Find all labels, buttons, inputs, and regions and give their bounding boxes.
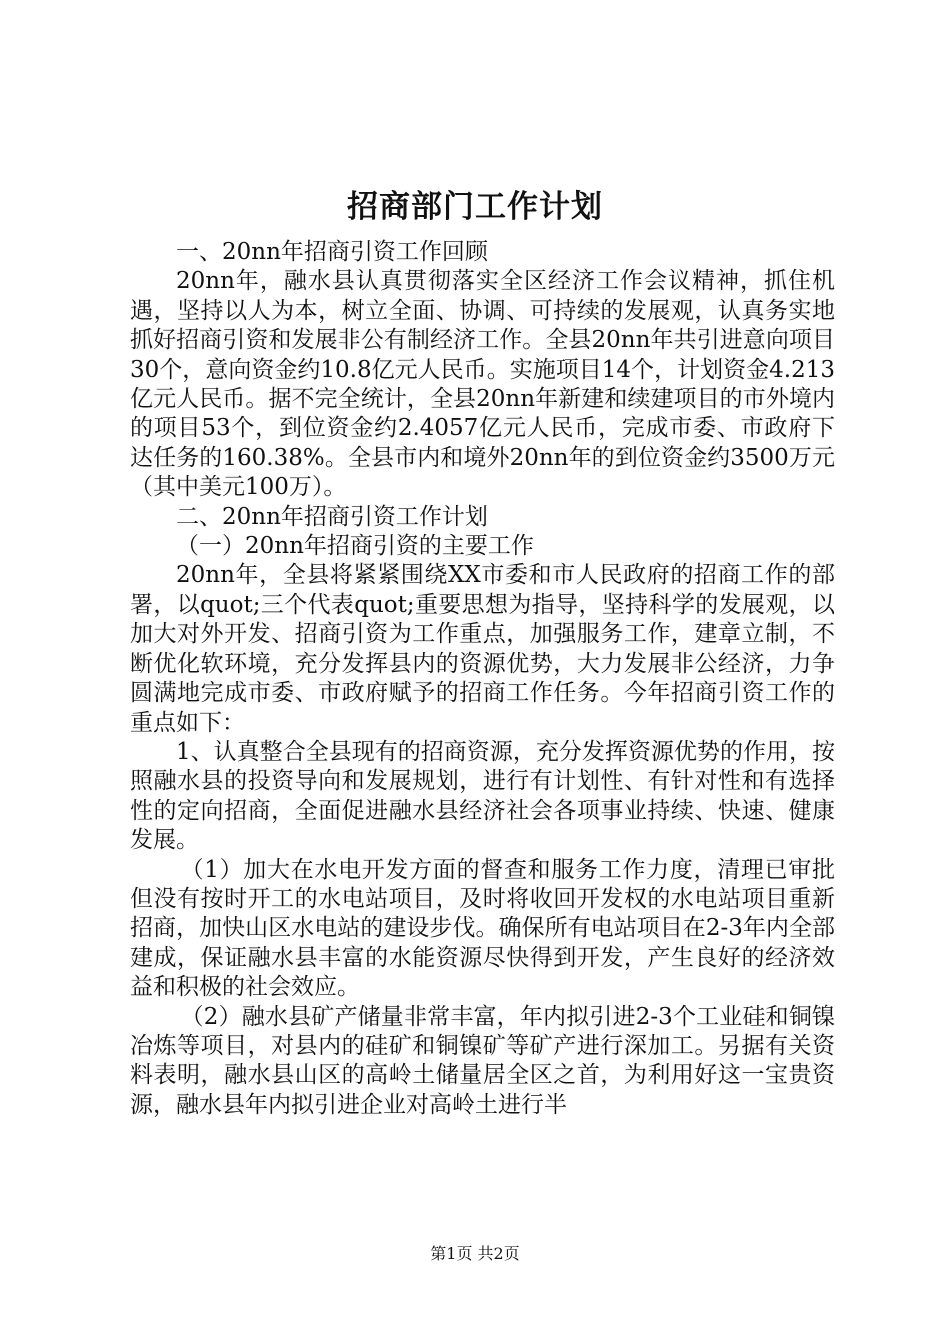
paragraph-item-1: 1、认真整合全县现有的招商资源，充分发挥资源优势的作用，按照融水县的投资导向和发展规划，进行有计划性、有针对性和有选择性的定向招商，全面促进融水县经济社会各项事业持续、快速、健康发展。 [130,738,835,854]
document-title: 招商部门工作计划 [347,189,603,225]
subsection-heading-main-work: （一）20nn年招商引资的主要工作 [176,533,534,560]
document-body [130,238,835,1120]
paragraph-item-1-2: （2）融水县矿产储量非常丰富，年内拟引进2-3个工业硅和铜镍冶炼等项目，对县内的硅矿和铜镍矿等矿产进行深加工。另据有关资料表明，融水县山区的高岭土储量居全区之首，为利用好这一宝贵资源，融水县年内拟引进企业对高岭土进行半 [130,1003,835,1118]
paragraph-main-work: 20nn年，全县将紧紧围绕XX市委和市人民政府的招商工作的部署，以quot;三个代表quot;重要思想为指导，坚持科学的发展观，以加大对外开发、招商引资为工作重点，加强服务工作，建章立制，不断优化软环境，充分发挥县内的资源优势，大力发展非公经济，力争圆满地完成市委、市政府赋予的招商工作任务。今年招商引资工作的重点如下： [130,562,835,736]
page-footer: 第1页 共2页 [430,1244,520,1263]
paragraph-review-summary: 20nn年，融水县认真贯彻落实全区经济工作会议精神，抓住机遇，坚持以人为本，树立全面、协调、可持续的发展观，认真务实地抓好招商引资和发展非公有制经济工作。全县20nn年共引进意向项目30个，意向资金约10.8亿元人民币。实施项目14个，计划资金4.213亿元人民币。据不完全统计，全县20nn年新建和续建项目的市外境内的项目53个，到位资金约2.4057亿元人民币，完成市委、市政府下达任务的160.38%。全县市内和境外20nn年的到位资金约3500万元（其中美元100万）。 [130,268,835,501]
section-heading-plan: 二、20nn年招商引资工作计划 [176,503,488,530]
paragraph-item-1-1: （1）加大在水电开发方面的督查和服务工作力度，清理已审批但没有按时开工的水电站项目，及时将收回开发权的水电站项目重新招商，加快山区水电站的建设步伐。确保所有电站项目在2-3年内全部建成，保证融水县丰富的水能资源尽快得到开发，产生良好的经济效益和积极的社会效应。 [130,856,835,1001]
section-heading-review: 一、20nn年招商引资工作回顾 [176,239,488,265]
